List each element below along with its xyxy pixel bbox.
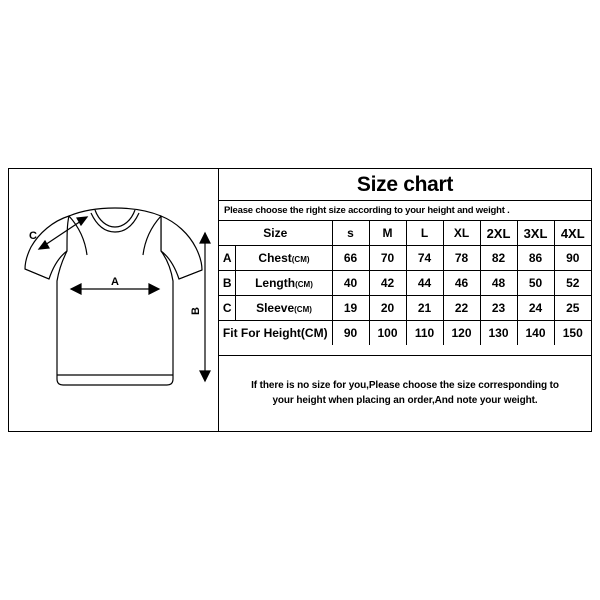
cell-length-2xl: 48 (480, 271, 517, 296)
table-row (219, 271, 591, 296)
header-size-4xl: 4XL (554, 221, 591, 246)
cell-length-s: 40 (332, 271, 369, 296)
row-letter-b: B (219, 271, 236, 296)
cell-fit-4xl: 150 (562, 326, 583, 340)
cell-chest-m: 70 (369, 246, 406, 271)
chart-subtitle: Please choose the right size according to your height and weight . (223, 205, 510, 216)
row-label-length (236, 271, 332, 296)
footer-note-line-2: your height when placing an order,And note your weight. (272, 394, 538, 406)
cell-sleeve-xl: 22 (443, 296, 480, 321)
cell-sleeve-2xl: 23 (480, 296, 517, 321)
cell-chest-3xl: 86 (517, 246, 554, 271)
header-size: Size (219, 221, 332, 246)
row-label-chest-text: Chest (258, 251, 292, 265)
cell-chest-xl: 78 (443, 246, 480, 271)
row-label-sleeve (236, 296, 332, 321)
cell-fit-m: 100 (369, 321, 406, 346)
row-unit-chest: (CM) (291, 255, 310, 264)
chart-subtitle-row (219, 201, 591, 221)
row-label-length-text: Length (255, 276, 296, 290)
header-size-xl: XL (443, 221, 480, 246)
label-c: C (29, 230, 37, 242)
table-row (219, 296, 591, 321)
cell-length-4xl: 52 (554, 271, 591, 296)
row-unit-fit: (CM) (300, 326, 328, 340)
footer-note (219, 355, 591, 431)
label-b: B (190, 307, 202, 315)
row-unit-sleeve: (CM) (294, 305, 312, 314)
size-chart-frame (8, 168, 592, 432)
cell-sleeve-3xl: 24 (517, 296, 554, 321)
header-size-s: s (332, 221, 369, 246)
row-label-sleeve-text: Sleeve (256, 301, 295, 315)
header-size-3xl: 3XL (517, 221, 554, 246)
cell-fit-l: 110 (406, 321, 443, 346)
cell-fit-2xl: 130 (480, 321, 517, 346)
cell-sleeve-4xl: 25 (554, 296, 591, 321)
cell-length-m: 42 (369, 271, 406, 296)
cell-fit-s: 90 (332, 321, 369, 346)
cell-length-xl: 46 (443, 271, 480, 296)
cell-length-3xl: 50 (517, 271, 554, 296)
cell-fit-3xl: 140 (517, 321, 554, 346)
row-letter-c: C (219, 296, 236, 321)
header-size-m: M (369, 221, 406, 246)
row-label-fit-for-height (219, 321, 332, 346)
cell-sleeve-l: 21 (406, 296, 443, 321)
cell-sleeve-s: 19 (332, 296, 369, 321)
cell-chest-2xl: 82 (480, 246, 517, 271)
cell-length-l: 44 (406, 271, 443, 296)
cell-sleeve-m: 20 (369, 296, 406, 321)
cell-fit-xl: 120 (443, 321, 480, 346)
cell-chest-4xl: 90 (554, 246, 591, 271)
label-a: A (111, 276, 119, 288)
row-letter-a: A (219, 246, 236, 271)
cell-chest-l: 74 (406, 246, 443, 271)
tshirt-diagram-icon (9, 169, 226, 431)
garment-illustration-panel (9, 169, 219, 431)
table-row (219, 246, 591, 271)
size-table-panel (219, 169, 591, 431)
header-size-l: L (406, 221, 443, 246)
chart-title-row (219, 169, 591, 201)
footer-note-line-1: If there is no size for you,Please choose the size corresponding to (251, 380, 559, 391)
cell-chest-s: 66 (332, 246, 369, 271)
header-size-2xl: 2XL (480, 221, 517, 246)
chart-title: Size chart (356, 172, 454, 196)
table-spacer (219, 345, 591, 355)
row-label-fit-text: Fit For Height (222, 326, 301, 340)
row-unit-length: (CM) (295, 280, 313, 289)
size-table (219, 221, 591, 345)
table-row (219, 321, 591, 346)
table-header-row (219, 221, 591, 246)
row-label-chest (236, 246, 332, 271)
